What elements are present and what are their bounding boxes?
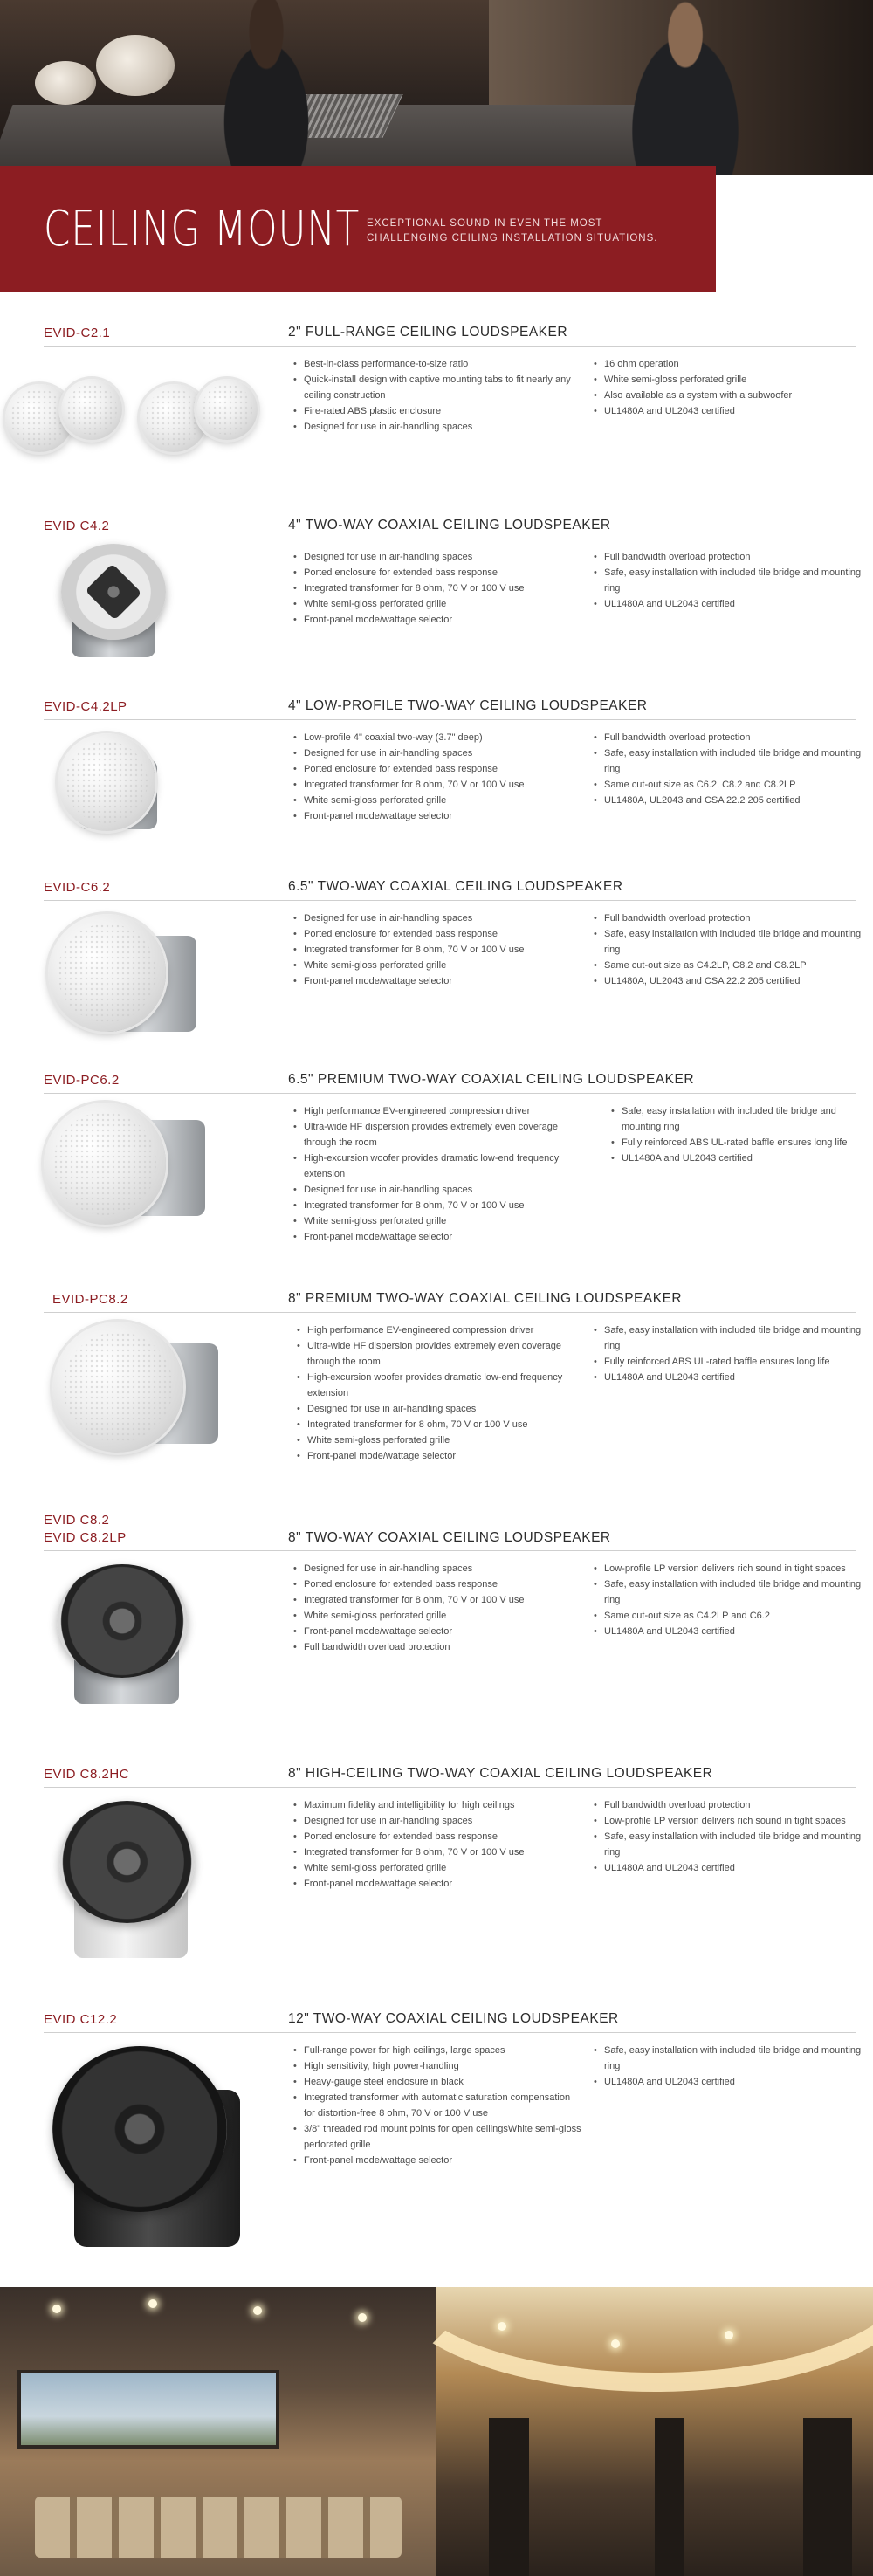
hero-person-chef <box>201 0 332 175</box>
feature-item: • 16 ohm operation <box>594 356 864 372</box>
feature-list-left <box>293 910 581 989</box>
product-model: EVID C12.2 <box>44 2012 118 2027</box>
product-evid-c4-2lp <box>0 698 873 873</box>
feature-list-right <box>594 1797 864 1876</box>
feature-item: • UL1480A and UL2043 certified <box>594 1624 864 1639</box>
feature-item: • Fully reinforced ABS UL-rated baffle ensures long life <box>611 1135 864 1151</box>
feature-item: • Full-range power for high ceilings, large spaces <box>293 2043 581 2058</box>
hero-plate <box>96 35 175 96</box>
product-model: EVID C4.2 <box>44 519 110 533</box>
product-title: 6.5" PREMIUM TWO-WAY COAXIAL CEILING LOUDSPEAKER <box>288 1072 695 1087</box>
feature-item: • Front-panel mode/wattage selector <box>293 1624 581 1639</box>
lobby-pillar <box>655 2418 684 2576</box>
venue-photos <box>0 2287 873 2576</box>
divider <box>44 719 856 720</box>
feature-item: • Integrated transformer for 8 ohm, 70 V or 100 V use <box>293 942 581 958</box>
feature-list-right <box>594 356 864 419</box>
feature-item: • Safe, easy installation with included tile bridge and mounting ring <box>594 926 864 958</box>
divider <box>44 900 856 901</box>
feature-item: • Same cut-out size as C6.2, C8.2 and C8.2LP <box>594 777 864 793</box>
speaker-image <box>52 1317 218 1466</box>
product-model: EVID-C4.2LP <box>44 699 127 714</box>
feature-list-right <box>594 1561 864 1639</box>
product-title: 2" FULL-RANGE CEILING LOUDSPEAKER <box>288 325 568 340</box>
feature-item: • Safe, easy installation with included tile bridge and mounting ring <box>594 565 864 596</box>
feature-item: • Safe, easy installation with included tile bridge and mounting ring <box>611 1103 864 1135</box>
product-title: 4" TWO-WAY COAXIAL CEILING LOUDSPEAKER <box>288 518 611 532</box>
feature-item: • UL1480A and UL2043 certified <box>594 596 864 612</box>
speaker-grille <box>52 1322 183 1453</box>
feature-list-right <box>594 1322 864 1385</box>
feature-item: • Safe, easy installation with included tile bridge and mounting ring <box>594 1577 864 1608</box>
feature-item: • White semi-gloss perforated grille <box>293 1608 581 1624</box>
feature-item: • Ultra-wide HF dispersion provides extremely even coverage through the room <box>293 1119 581 1151</box>
hero-kitchen-photo <box>0 0 873 175</box>
page-tagline: EXCEPTIONAL SOUND IN EVEN THE MOST CHALLENGING CEILING INSTALLATION SITUATIONS. <box>367 218 658 244</box>
ceiling-light <box>148 2299 157 2308</box>
feature-list-left <box>293 2043 581 2168</box>
feature-list-left <box>293 1561 581 1655</box>
divider <box>44 1093 856 1094</box>
feature-item: • Safe, easy installation with included tile bridge and mounting ring <box>594 1322 864 1354</box>
speaker-grille <box>61 379 122 440</box>
feature-item: • White semi-gloss perforated grille <box>293 958 581 973</box>
feature-item: • Full bandwidth overload protection <box>594 910 864 926</box>
product-model: EVID-PC6.2 <box>44 1073 120 1088</box>
product-title: 8" PREMIUM TWO-WAY COAXIAL CEILING LOUDSPEAKER <box>288 1291 683 1306</box>
feature-item: • Safe, easy installation with included tile bridge and mounting ring <box>594 2043 864 2074</box>
feature-item: • Designed for use in air-handling spaces <box>293 419 581 435</box>
feature-list-left <box>297 1322 585 1464</box>
product-title: 6.5" TWO-WAY COAXIAL CEILING LOUDSPEAKER <box>288 879 623 894</box>
feature-item: • 3/8" threaded rod mount points for open ceilingsWhite semi-gloss perforated grille <box>293 2121 581 2153</box>
feature-list-left <box>293 356 581 435</box>
feature-item: • Ultra-wide HF dispersion provides extremely even coverage through the room <box>297 1338 585 1370</box>
feature-item: • UL1480A and UL2043 certified <box>594 2074 864 2090</box>
speaker-woofer <box>59 1801 195 1923</box>
feature-item: • Designed for use in air-handling spaces <box>293 1813 581 1829</box>
product-evid-c8-2hc <box>0 1766 873 1984</box>
product-title: 12" TWO-WAY COAXIAL CEILING LOUDSPEAKER <box>288 2011 619 2026</box>
product-evid-pc6-2 <box>0 1072 873 1273</box>
speaker-image <box>52 733 175 855</box>
feature-item: • Low-profile LP version delivers rich sound in tight spaces <box>594 1561 864 1577</box>
feature-list-left <box>293 1797 581 1892</box>
speaker-grille <box>196 379 258 440</box>
feature-item: • UL1480A and UL2043 certified <box>594 1370 864 1385</box>
feature-item: • Low-profile 4" coaxial two-way (3.7" deep) <box>293 730 581 745</box>
divider <box>44 2032 856 2033</box>
ceiling-light <box>611 2339 620 2348</box>
feature-item: • White semi-gloss perforated grille <box>594 372 864 388</box>
feature-item: • Ported enclosure for extended bass response <box>293 565 581 580</box>
speaker-image <box>48 2046 249 2256</box>
feature-item: • UL1480A and UL2043 certified <box>594 403 864 419</box>
feature-item: • High-excursion woofer provides dramatic low-end frequency extension <box>293 1151 581 1182</box>
feature-list-left <box>293 549 581 628</box>
feature-item: • Integrated transformer for 8 ohm, 70 V or 100 V use <box>293 777 581 793</box>
speaker-woofer <box>57 1564 188 1678</box>
feature-item: • High sensitivity, high power-handling <box>293 2058 581 2074</box>
feature-item: • Ported enclosure for extended bass response <box>293 1577 581 1592</box>
feature-item: • Heavy-gauge steel enclosure in black <box>293 2074 581 2090</box>
feature-list-left <box>293 1103 581 1245</box>
speaker-grille <box>48 914 166 1032</box>
feature-item: • White semi-gloss perforated grille <box>297 1432 585 1448</box>
ceiling-light <box>358 2313 367 2322</box>
lobby-ceiling-curve <box>384 2287 873 2392</box>
feature-list-right <box>594 2043 864 2090</box>
feature-item: • Best-in-class performance-to-size ratio <box>293 356 581 372</box>
feature-item: • Designed for use in air-handling spaces <box>297 1401 585 1417</box>
feature-item: • Same cut-out size as C4.2LP and C6.2 <box>594 1608 864 1624</box>
speaker-image <box>0 368 279 464</box>
ceiling-light <box>253 2306 262 2315</box>
feature-list-right <box>594 910 864 989</box>
speaker-image <box>52 1564 201 1713</box>
product-model-lp: EVID C8.2LP <box>44 1530 127 1545</box>
feature-item: • Low-profile LP version delivers rich sound in tight spaces <box>594 1813 864 1829</box>
product-evid-c8-2 <box>0 1512 873 1748</box>
title-banner <box>0 166 716 292</box>
product-evid-pc8-2 <box>0 1291 873 1492</box>
ceiling-light <box>725 2331 733 2339</box>
hotel-lobby-photo <box>436 2287 873 2576</box>
feature-item: • Front-panel mode/wattage selector <box>293 808 581 824</box>
feature-item: • UL1480A and UL2043 certified <box>611 1151 864 1166</box>
feature-item: • UL1480A, UL2043 and CSA 22.2 205 certified <box>594 973 864 989</box>
feature-item: • Integrated transformer for 8 ohm, 70 V or 100 V use <box>293 1844 581 1860</box>
feature-item: • Designed for use in air-handling spaces <box>293 1561 581 1577</box>
stadium-window <box>17 2370 279 2449</box>
hero-person-guest <box>611 0 760 175</box>
feature-item: • Integrated transformer with automatic saturation compensation for distortion-free 8 ohm, 70 V or 100 V use <box>293 2090 581 2121</box>
divider <box>44 1787 856 1788</box>
feature-item: • Full bandwidth overload protection <box>594 730 864 745</box>
divider <box>44 1312 856 1313</box>
feature-item: • Maximum fidelity and intelligibility for high ceilings <box>293 1797 581 1813</box>
stadium-suite-photo <box>0 2287 436 2576</box>
product-model: EVID C8.2 <box>44 1513 110 1528</box>
product-title: 8" HIGH-CEILING TWO-WAY COAXIAL CEILING LOUDSPEAKER <box>288 1766 713 1781</box>
feature-item: • Designed for use in air-handling spaces <box>293 745 581 761</box>
page-title: CEILING MOUNT <box>44 201 361 258</box>
product-model: EVID-C6.2 <box>44 880 111 895</box>
feature-item: • Front-panel mode/wattage selector <box>293 612 581 628</box>
feature-item: • White semi-gloss perforated grille <box>293 793 581 808</box>
feature-list-right <box>611 1103 864 1166</box>
feature-item: • High performance EV-engineered compression driver <box>293 1103 581 1119</box>
feature-item: • Fully reinforced ABS UL-rated baffle ensures long life <box>594 1354 864 1370</box>
feature-list-right <box>594 549 864 612</box>
feature-item: • High-excursion woofer provides dramatic low-end frequency extension <box>297 1370 585 1401</box>
feature-item: • Integrated transformer for 8 ohm, 70 V or 100 V use <box>297 1417 585 1432</box>
feature-item: • Ported enclosure for extended bass response <box>293 761 581 777</box>
feature-item: • Fire-rated ABS plastic enclosure <box>293 403 581 419</box>
feature-item: • Designed for use in air-handling spaces <box>293 910 581 926</box>
speaker-driver <box>61 544 166 640</box>
feature-item: • Same cut-out size as C4.2LP, C8.2 and C8.2LP <box>594 958 864 973</box>
feature-item: • Integrated transformer for 8 ohm, 70 V or 100 V use <box>293 1592 581 1608</box>
speaker-grille <box>44 1103 166 1225</box>
feature-item: • Full bandwidth overload protection <box>293 1639 581 1655</box>
lounge-seating <box>35 2497 402 2558</box>
feature-item: • UL1480A, UL2043 and CSA 22.2 205 certified <box>594 793 864 808</box>
feature-item: • Ported enclosure for extended bass response <box>293 926 581 942</box>
feature-list-left <box>293 730 581 824</box>
product-evid-c4-2 <box>0 518 873 683</box>
product-evid-c6-2 <box>0 879 873 1062</box>
feature-item: • Front-panel mode/wattage selector <box>293 973 581 989</box>
speaker-image <box>52 1801 210 1967</box>
feature-item: • Ported enclosure for extended bass response <box>293 1829 581 1844</box>
product-evid-c12-2 <box>0 2011 873 2273</box>
feature-item: • White semi-gloss perforated grille <box>293 1213 581 1229</box>
speaker-woofer <box>52 2046 227 2212</box>
hero-plate <box>35 61 96 105</box>
product-title: 4" LOW-PROFILE TWO-WAY CEILING LOUDSPEAKER <box>288 698 648 713</box>
lobby-pillar <box>489 2418 529 2576</box>
product-model: EVID C8.2HC <box>44 1767 130 1782</box>
speaker-image <box>52 544 175 675</box>
product-evid-c2-1 <box>0 325 873 499</box>
feature-item: • UL1480A and UL2043 certified <box>594 1860 864 1876</box>
feature-item: • White semi-gloss perforated grille <box>293 1860 581 1876</box>
feature-item: • Integrated transformer for 8 ohm, 70 V or 100 V use <box>293 580 581 596</box>
feature-item: • Safe, easy installation with included tile bridge and mounting ring <box>594 1829 864 1860</box>
feature-item: • Integrated transformer for 8 ohm, 70 V or 100 V use <box>293 1198 581 1213</box>
feature-item: • Safe, easy installation with included tile bridge and mounting ring <box>594 745 864 777</box>
feature-item: • Designed for use in air-handling spaces <box>293 549 581 565</box>
feature-item: • High performance EV-engineered compression driver <box>297 1322 585 1338</box>
feature-item: • Front-panel mode/wattage selector <box>297 1448 585 1464</box>
feature-item: • Front-panel mode/wattage selector <box>293 1229 581 1245</box>
feature-item: • Front-panel mode/wattage selector <box>293 2153 581 2168</box>
ceiling-light <box>52 2305 61 2313</box>
product-title: 8" TWO-WAY COAXIAL CEILING LOUDSPEAKER <box>288 1530 611 1545</box>
speaker-grille <box>58 733 155 831</box>
divider <box>44 346 856 347</box>
product-model: EVID-C2.1 <box>44 326 111 340</box>
feature-item: • White semi-gloss perforated grille <box>293 596 581 612</box>
feature-item: • Also available as a system with a subwoofer <box>594 388 864 403</box>
feature-item: • Front-panel mode/wattage selector <box>293 1876 581 1892</box>
feature-item: • Full bandwidth overload protection <box>594 549 864 565</box>
feature-item: • Full bandwidth overload protection <box>594 1797 864 1813</box>
feature-item: • Designed for use in air-handling spaces <box>293 1182 581 1198</box>
feature-list-right <box>594 730 864 808</box>
divider <box>44 1550 856 1551</box>
feature-item: • Quick-install design with captive mounting tabs to fit nearly any ceiling construction <box>293 372 581 403</box>
product-model: EVID-PC8.2 <box>52 1292 128 1307</box>
speaker-image <box>48 910 205 1049</box>
speaker-image <box>44 1098 210 1238</box>
ceiling-light <box>498 2322 506 2331</box>
lobby-pillar <box>803 2418 852 2576</box>
